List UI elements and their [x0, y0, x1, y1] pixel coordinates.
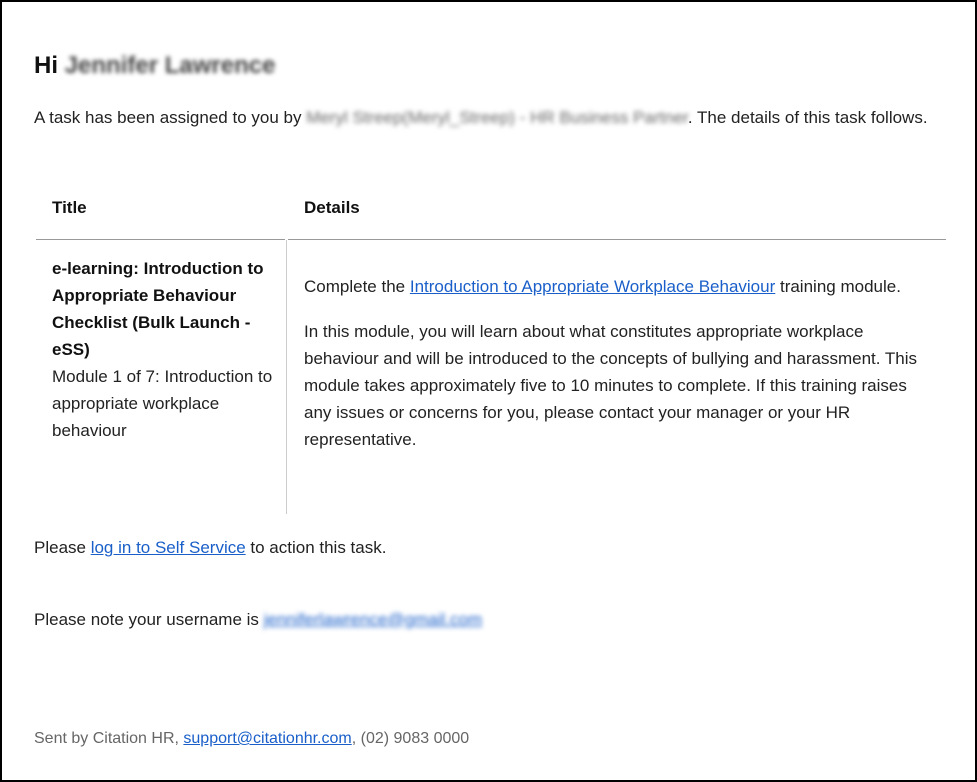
assigner-name: Meryl Streep(Meryl_Streep) - HR Business Partner [306, 108, 688, 127]
footer-phone: , (02) 9083 0000 [351, 730, 470, 747]
footer-sent-by: Sent by Citation HR, [34, 730, 184, 747]
training-module-link[interactable]: Introduction to Appropriate Workplace Behaviour [409, 277, 776, 296]
details-paragraph-1 [304, 273, 919, 300]
action-before: Please [34, 538, 91, 557]
task-title: e-learning: Introduction to Appropriate Behaviour Checklist (Bulk Launch - eSS) [52, 259, 264, 359]
task-details-cell [304, 273, 919, 471]
details-p1-before: Complete the [304, 277, 410, 296]
column-divider [286, 240, 287, 514]
username-line [34, 606, 482, 633]
support-email-link[interactable]: support@citationhr.com [183, 730, 352, 747]
email-footer [34, 728, 469, 750]
task-subtitle: Module 1 of 7: Introduction to appropriate workplace behaviour [52, 367, 273, 440]
intro-text-after: . The details of this task follows. [687, 108, 928, 127]
greeting-heading [34, 52, 275, 80]
header-divider-right [288, 239, 946, 240]
self-service-login-link[interactable]: log in to Self Service [90, 538, 246, 557]
recipient-name: Jennifer Lawrence [64, 52, 276, 79]
action-line [34, 534, 386, 561]
intro-text-before: A task has been assigned to you by [34, 108, 307, 127]
task-table [36, 182, 948, 514]
details-paragraph-2: In this module, you will learn about what constitutes appropriate workplace behaviour and will be introduced to the concepts of bullying and harassment. This module takes approximately five to 10 minutes to complete. If this training raises any issues or concerns for you, please contact your manager or your HR representative. [304, 322, 918, 449]
table-header-details: Details [304, 198, 360, 217]
username-label: Please note your username is [34, 610, 264, 629]
greeting-prefix: Hi [34, 52, 58, 79]
action-after: to action this task. [245, 538, 387, 557]
header-divider-left [36, 239, 285, 240]
username-email-link[interactable]: jenniferlawrence@gmail.com [263, 610, 483, 629]
details-p1-after: training module. [775, 277, 901, 296]
intro-text [34, 104, 934, 131]
table-header-title: Title [52, 198, 87, 217]
task-title-cell [52, 255, 274, 444]
